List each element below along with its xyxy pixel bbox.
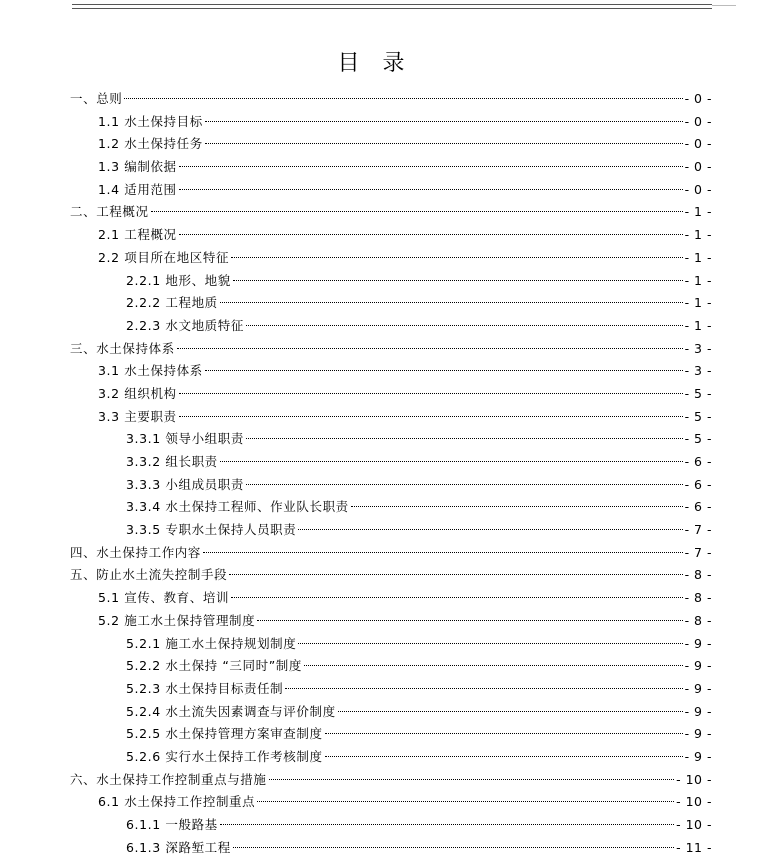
toc-dot-leader xyxy=(151,211,683,212)
toc-entry[interactable] xyxy=(0,701,712,724)
toc-entry-label: 四、水土保持工作内容 xyxy=(70,544,202,560)
toc-page-number: - 9 - xyxy=(684,635,712,651)
toc-dot-leader xyxy=(285,688,682,689)
toc-dot-leader xyxy=(179,234,683,235)
toc-entry-label: 6.1.3 深路堑工程 xyxy=(126,839,231,855)
toc-dot-leader xyxy=(233,847,674,848)
toc-entry[interactable] xyxy=(0,201,712,224)
toc-page-number: - 5 - xyxy=(684,408,712,424)
toc-entry[interactable] xyxy=(0,383,712,406)
table-of-contents xyxy=(0,88,768,859)
toc-page-number: - 0 - xyxy=(684,91,712,106)
toc-entry-label: 5.2.1 施工水土保持规划制度 xyxy=(126,635,297,651)
toc-entry[interactable] xyxy=(0,587,712,610)
toc-dot-leader xyxy=(179,189,683,190)
toc-entry[interactable] xyxy=(0,179,712,202)
toc-entry-label: 5.2.3 水土保持目标责任制 xyxy=(126,680,284,696)
toc-entry[interactable] xyxy=(0,474,712,497)
toc-dot-leader xyxy=(179,166,683,167)
toc-page-number: - 1 - xyxy=(684,204,712,220)
toc-dot-leader xyxy=(179,393,683,394)
toc-page-number: - 0 - xyxy=(684,159,712,175)
toc-entry[interactable] xyxy=(0,451,712,474)
toc-dot-leader xyxy=(220,461,683,462)
toc-entry[interactable] xyxy=(0,610,712,633)
toc-entry[interactable] xyxy=(0,88,712,111)
toc-entry-label: 1.2 水土保持任务 xyxy=(98,136,203,152)
toc-entry[interactable] xyxy=(0,678,712,701)
toc-entry[interactable] xyxy=(0,270,712,293)
toc-page-number: - 11 - xyxy=(676,839,712,855)
toc-entry-label: 2.2.1 地形、地貌 xyxy=(126,272,231,288)
toc-entry-label: 3.3.3 小组成员职责 xyxy=(126,476,244,492)
header-rule xyxy=(72,4,712,9)
toc-entry[interactable] xyxy=(0,360,712,383)
toc-dot-leader xyxy=(298,643,682,644)
toc-entry-label: 5.2.5 水土保持管理方案审查制度 xyxy=(126,726,323,742)
toc-entry-label: 一、总则 xyxy=(70,91,123,106)
toc-entry[interactable] xyxy=(0,837,712,859)
toc-entry-label: 三、水土保持体系 xyxy=(70,340,175,356)
toc-entry[interactable] xyxy=(0,769,712,792)
toc-page-number: - 9 - xyxy=(684,726,712,742)
toc-entry-label: 6.1.1 一般路基 xyxy=(126,817,218,832)
toc-dot-leader xyxy=(257,620,682,621)
toc-dot-leader xyxy=(205,121,683,122)
toc-dot-leader xyxy=(246,484,683,485)
toc-entry-label: 3.1 水土保持体系 xyxy=(98,363,203,379)
toc-entry-label: 2.2 项目所在地区特征 xyxy=(98,249,230,265)
toc-page-number: - 10 - xyxy=(676,794,712,810)
toc-dot-leader xyxy=(124,98,682,99)
toc-entry-label: 6.1 水土保持工作控制重点 xyxy=(98,794,256,810)
toc-page-number: - 3 - xyxy=(684,340,712,356)
toc-dot-leader xyxy=(203,552,683,553)
toc-dot-leader xyxy=(257,801,674,802)
toc-entry[interactable] xyxy=(0,496,712,519)
toc-entry[interactable] xyxy=(0,814,712,837)
toc-entry-label: 2.1 工程概况 xyxy=(98,227,177,243)
toc-page-number: - 8 - xyxy=(684,567,712,583)
toc-dot-leader xyxy=(338,711,683,712)
toc-page-number: - 10 - xyxy=(676,771,712,787)
toc-entry-label: 5.1 宣传、教育、培训 xyxy=(98,590,230,606)
toc-page-number: - 9 - xyxy=(684,680,712,696)
toc-dot-leader xyxy=(325,733,683,734)
toc-entry[interactable] xyxy=(0,133,712,156)
toc-entry-label: 2.2.2 工程地质 xyxy=(126,295,218,311)
toc-entry-label: 六、水土保持工作控制重点与措施 xyxy=(70,771,267,787)
toc-page-number: - 0 - xyxy=(684,181,712,197)
toc-entry-label: 3.3.4 水土保持工程师、作业队长职责 xyxy=(126,499,349,515)
header-rule-extension xyxy=(712,5,736,6)
toc-page-number: - 1 - xyxy=(684,317,712,333)
toc-page-number: - 8 - xyxy=(684,590,712,606)
toc-entry[interactable] xyxy=(0,111,712,134)
toc-entry[interactable] xyxy=(0,292,712,315)
toc-page-number: - 5 - xyxy=(684,431,712,447)
toc-page-number: - 5 - xyxy=(684,385,712,401)
toc-page-number: - 10 - xyxy=(676,817,712,832)
toc-dot-leader xyxy=(304,665,683,666)
toc-dot-leader xyxy=(179,416,683,417)
toc-entry[interactable] xyxy=(0,723,712,746)
toc-dot-leader xyxy=(231,257,683,258)
toc-dot-leader xyxy=(233,280,683,281)
toc-page-number: - 7 - xyxy=(684,544,712,560)
toc-page-number: - 6 - xyxy=(684,499,712,515)
toc-entry-label: 1.4 适用范围 xyxy=(98,181,177,197)
toc-page-number: - 1 - xyxy=(684,295,712,311)
toc-page-number: - 3 - xyxy=(684,363,712,379)
toc-entry[interactable] xyxy=(0,247,712,270)
toc-dot-leader xyxy=(298,529,682,530)
toc-entry-label: 3.3.1 领导小组职责 xyxy=(126,431,244,447)
toc-entry-label: 5.2 施工水土保持管理制度 xyxy=(98,612,256,628)
toc-dot-leader xyxy=(246,325,683,326)
toc-page-number: - 8 - xyxy=(684,612,712,628)
toc-entry[interactable] xyxy=(0,224,712,247)
toc-page-number: - 1 - xyxy=(684,227,712,243)
toc-entry-label: 3.2 组织机构 xyxy=(98,385,177,401)
toc-entry[interactable] xyxy=(0,519,712,542)
toc-entry[interactable] xyxy=(0,406,712,429)
toc-dot-leader xyxy=(205,143,683,144)
toc-entry-label: 3.3.5 专职水土保持人员职责 xyxy=(126,522,297,538)
toc-entry-label: 3.3.2 组长职责 xyxy=(126,454,218,469)
toc-page-number: - 1 - xyxy=(684,249,712,265)
toc-entry-label: 2.2.3 水文地质特征 xyxy=(126,317,244,333)
toc-dot-leader xyxy=(229,574,682,575)
toc-dot-leader xyxy=(220,824,674,825)
toc-entry-label: 5.2.6 实行水土保持工作考核制度 xyxy=(126,748,323,764)
toc-page-number: - 6 - xyxy=(684,454,712,469)
toc-title: 目 录 xyxy=(337,51,413,76)
toc-dot-leader xyxy=(351,506,683,507)
toc-entry[interactable] xyxy=(0,428,712,451)
toc-entry[interactable] xyxy=(0,633,712,656)
toc-page-number: - 9 - xyxy=(684,658,712,674)
toc-entry[interactable] xyxy=(0,791,712,814)
toc-page-number: - 6 - xyxy=(684,476,712,492)
toc-entry-label: 5.2.2 水土保持 “三同时”制度 xyxy=(126,658,303,674)
toc-dot-leader xyxy=(246,438,683,439)
toc-dot-leader xyxy=(205,370,683,371)
toc-entry-label: 二、工程概况 xyxy=(70,204,149,220)
toc-dot-leader xyxy=(231,597,683,598)
toc-entry-label: 1.1 水土保持目标 xyxy=(98,113,203,129)
toc-entry-label: 1.3 编制依据 xyxy=(98,159,177,175)
toc-page-number: - 7 - xyxy=(684,522,712,538)
toc-entry[interactable] xyxy=(0,542,712,565)
toc-page-number: - 1 - xyxy=(684,272,712,288)
toc-entry-label: 五、防止水土流失控制手段 xyxy=(70,567,228,583)
toc-page-number: - 0 - xyxy=(684,113,712,129)
toc-entry-label: 5.2.4 水土流失因素调查与评价制度 xyxy=(126,703,336,719)
toc-entry[interactable] xyxy=(0,564,712,587)
toc-dot-leader xyxy=(220,302,683,303)
toc-page-number: - 9 - xyxy=(684,748,712,764)
toc-entry-label: 3.3 主要职责 xyxy=(98,408,177,424)
toc-dot-leader xyxy=(325,756,683,757)
toc-page-number: - 9 - xyxy=(684,703,712,719)
toc-entry[interactable] xyxy=(0,338,712,361)
toc-page-number: - 0 - xyxy=(684,136,712,152)
toc-dot-leader xyxy=(177,348,683,349)
toc-dot-leader xyxy=(269,779,675,780)
toc-entry[interactable] xyxy=(0,655,712,678)
toc-entry[interactable] xyxy=(0,746,712,769)
toc-entry[interactable] xyxy=(0,156,712,179)
toc-entry[interactable] xyxy=(0,315,712,338)
